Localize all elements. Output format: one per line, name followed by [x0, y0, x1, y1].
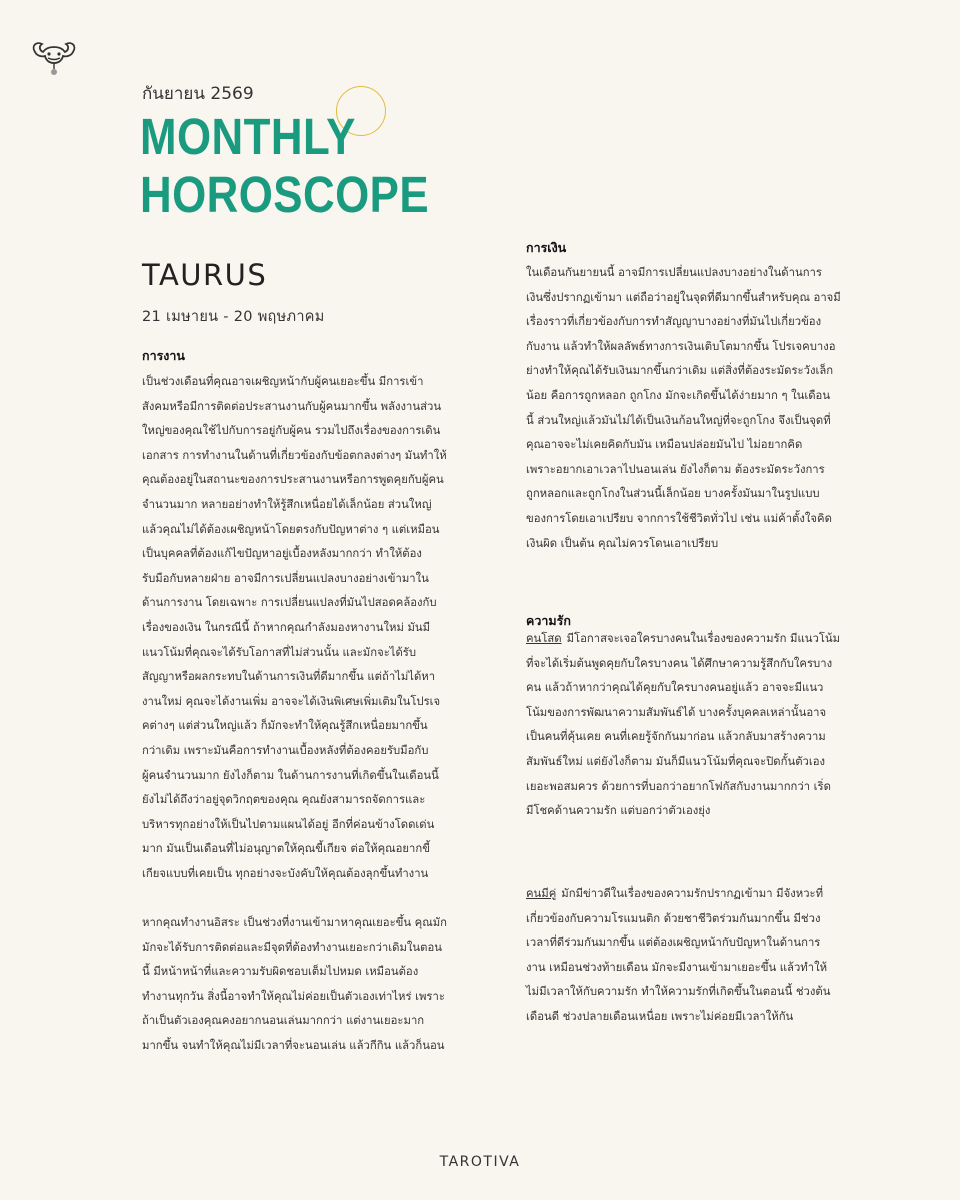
taurus-bull-icon — [28, 38, 80, 80]
zodiac-sign: TAURUS — [142, 258, 268, 292]
work-paragraph-2: หากคุณทำงานอิสระ เป็นช่วงที่งานเข้ามาหาคุณเยอะขึ้น คุณมัก มักจะได้รับการติดต่อและมีจุดที่ต้องทำงานเยอะกว่าเดิมในตอน นี้ มีหน้าหน้าที่และความรับผิดชอบเต็มไปหมด เหมือนต้อง ทำงานทุกวัน สิ่งนี้อาจทำให้คุณไม่ค่อยเป็นตัวเองเท่าไหร่ เพราะ ถ้าเป็นตัวเองคุณคงอยากนอนเล่นมากกว่า แต่งานเยอะมาก มากขึ้น จนทำให้คุณไม่มีเวลาที่จะนอนเล่น แล้วกีกิน แล้วก็นอน — [142, 916, 447, 1052]
page-title — [140, 108, 429, 224]
work-paragraph-1: เป็นช่วงเดือนที่คุณอาจเผชิญหน้ากับผู้คนเยอะขึ้น มีการเข้า สังคมหรือมีการติดต่อประสานงานกับผู้คนมากขึ้น พลังงานส่วน ใหญ่ของคุณใช้ไปกับการอยู่กับผู้คน รวมไปถึงเรื่องของการเดิน เอกสาร การทำงานในด้านที่เกี่ยวข้องกับข้อตกลงต่างๆ มันทำให้ คุณต้องอยู่ในสถานะของการประสานงานหรือการพูดคุยกับผู้คน จำนวนมาก หลายอย่างทำให้รู้สึกเหนื่อยได้เล็กน้อย ส่วนใหญ่ แล้วคุณไม่ได้ต้องเผชิญหน้าโดยตรงกับปัญหาต่าง ๆ แต่เหมือน เป็นบุคคลที่ต้องแก้ไขปัญหาอยู่เบื้องหลังมากกว่า ทำให้ต้อง รับมือกับหลายฝ่าย อาจมีการเปลี่ยนแปลงบางอย่างเข้ามาใน ด้านการงาน โดยเฉพาะ การเปลี่ยนแปลงที่มันไปสอดคล้องกับ เรื่องของเงิน ในกรณีนี้ ถ้าหากคุณกำลังมองหางานใหม่ มันมี แนวโน้มที่คุณจะได้รับโอกาสที่ไม่ส่วนนั้น และมักจะได้รับ สัญญาหรือผลกระทบในด้านการเงินที่ดีมากขึ้น แต่ถ้าไม่ได้หา งานใหม่ คุณจะได้งานเพิ่ม อาจจะได้เงินพิเศษเพิ่มเติมในโปรเจ คต่างๆ แต่ส่วนใหญ่แล้ว ก็มักจะทำให้คุณรู้สึกเหนื่อยมากขึ้น กว่าเดิม เพราะมันคือการทำงานเบื้องหลังที่ต้องคอยรับมือกับ ผู้คนจำนวนมาก ยังไงก็ตาม ในด้านการงานที่เกิดขึ้นในเดือนนี้ ยังไม่ได้ถึงว่าอยู่จุดวิกฤตของคุณ คุณยังสามารถจัดการและ บริหารทุกอย่างให้เป็นไปตามแผนได้อยู่ อีกที่ค่อนข้างโดดเด่น มาก มันเป็นเดือนที่ไม่อนุญาตให้คุณขี้เกียจ ต่อให้คุณอยากขี้ เกียจแบบที่เคยเป็น ทุกอย่างจะบังคับให้คุณต้องลุกขึ้นทำงาน — [142, 375, 447, 880]
money-heading: การเงิน — [526, 240, 567, 255]
love-couple-block — [526, 882, 866, 1030]
money-paragraph: ในเดือนกันยายนนี้ อาจมีการเปลี่ยนแปลงบางอย่างในด้านการ เงินซึ่งปรากฏเข้ามา แต่ถือว่าอยู่ในจุดที่ดีมากขึ้นสำหรับคุณ อาจมี เรื่องราวที่เกี่ยวข้องกับการทำสัญญาบางอย่างที่มันไปเกี่ยวข้อง กับงาน แล้วทำให้ผลลัพธ์ทางการเงินเติบโตมากขึ้น โปรเจคบางอ ย่างทำให้คุณได้รับเงินมากขึ้นกว่าเดิม แต่สิ่งที่ต้องระมัดระวังเล็ก น้อย คือการถูกหลอก ถูกโกง มักจะเกิดขึ้นได้ง่ายมาก ๆ ในเดือน นี้ ส่วนใหญ่แล้วมันไม่ได้เป็นเงินก้อนใหญ่ที่จะถูกโกง จึงเป็นจุดที่ คุณอาจจะไม่เคยคิดกับมัน เหมือนปล่อยมันไป ไม่อยากคิด เพราะอยากเอาเวลาไปนอนเล่น ยังไงก็ตาม ต้องระมัดระวังการ ถูกหลอกและถูกโกงในส่วนนี้เล็กน้อย บางครั้งมันมาในรูปแบบ ของการโดยเอาเปรียบ จากการใช้ชีวิตทั่วไป เช่น แม่ค้าตั้งใจคิด เงินผิด เป็นต้น คุณไม่ควรโดนเอาเปรียบ — [526, 266, 841, 550]
title-line-2: HOROSCOPE — [140, 166, 430, 223]
title-line-1: MONTHLY — [140, 108, 356, 165]
couple-label: คนมีคู่ — [526, 887, 557, 900]
single-text: มีโอกาสจะเจอใครบางคนในเรื่องของความรัก มีแนวโน้ม ที่จะได้เริ่มต้นพูดคุยกับใครบางคน ได้ศึกษาความรู้สึกกับใครบาง คน แล้วถ้าหากว่าคุณได้คุยกับใครบางคนอยู่แล้ว อาจจะมีแนว โน้มของการพัฒนาความสัมพันธ์ได้ บางครั้งบุคคลเหล่านั้นอาจ เป็นคนที่คุ้นเคย คนที่เคยรู้จักกันมาก่อน แล้วกลับมาสร้างความ สัมพันธ์ใหม่ แต่ยังไงก็ตาม มันก็มีแนวโน้มที่คุณจะปิดกั้นตัวเอง เยอะพอสมควร ด้วยการที่บอกว่าอยากโฟกัสกับงานมากกว่า เริ่ด มีโชคด้านความรัก แต่บอกว่าตัวเองยุ่ง — [526, 632, 841, 818]
single-label: คนโสด — [526, 632, 562, 645]
sign-date-range: 21 เมษายน - 20 พฤษภาคม — [142, 309, 325, 325]
love-single-block — [526, 627, 866, 824]
work-heading: การงาน — [142, 348, 185, 363]
couple-text: มักมีข่าวดีในเรื่องของความรักปรากฏเข้ามา มีจังหวะที่ เกี่ยวข้องกับความโรแมนติก ด้วยชาชีวิตร่วมกันมากขึ้น มีช่วง เวลาที่ดีร่วมกันมากขึ้น แต่ต้องเผชิญหน้ากับปัญหาในด้านการ งาน เหมือนช่วงท้ายเดือน มักจะมีงานเข้ามาเยอะขึ้น แล้วทำให้ ไม่มีเวลาให้กับความรัก ทำให้ความรักที่เกิดขึ้นในตอนนี้ ช่วงต้น เดือนดี ช่วงปลายเดือนเหนื่อย เพราะไม่ค่อยมีเวลาให้กัน — [526, 887, 831, 1023]
footer-brand: TAROTIVA — [439, 1154, 521, 1170]
love-heading: ความรัก — [526, 613, 571, 628]
month-label: กันยายน 2569 — [142, 84, 254, 104]
